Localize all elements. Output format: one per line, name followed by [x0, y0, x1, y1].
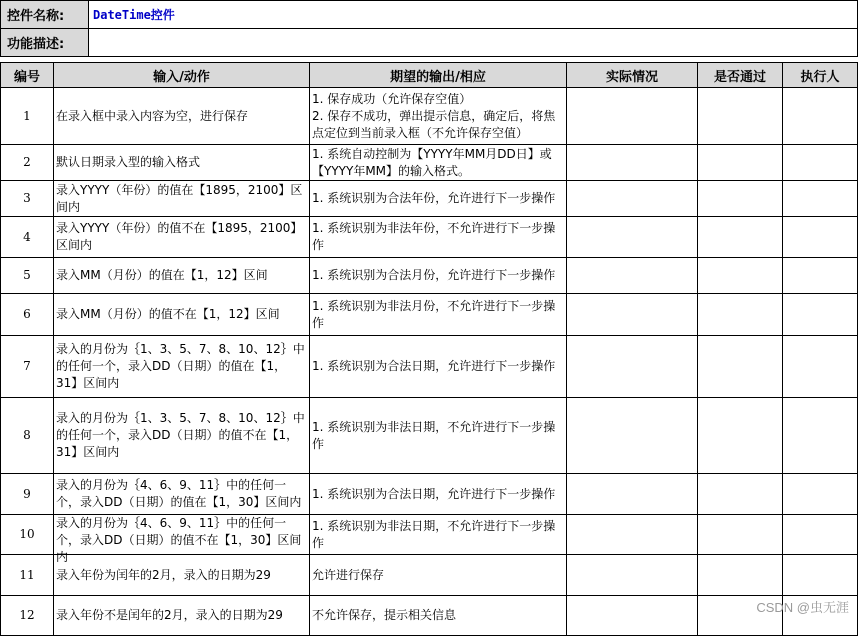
input-action-cell[interactable]: 录入的月份为｛1、3、5、7、8、10、12｝中的任何一个，录入DD（日期）的值不在【1，31】区间内	[54, 398, 310, 474]
function-desc-label: 功能描述:	[1, 29, 89, 57]
actual-cell[interactable]	[567, 181, 698, 217]
expected-output-cell[interactable]: 1. 系统自动控制为【YYYY年MM月DD日】或【YYYY年MM】的输入格式。	[310, 145, 567, 181]
watermark-text: CSDN @虫无涯	[756, 600, 849, 615]
input-action-cell[interactable]: 录入YYYY（年份）的值在【1895，2100】区间内	[54, 181, 310, 217]
input-action-cell[interactable]: 录入MM（月份）的值不在【1，12】区间	[54, 294, 310, 336]
executor-cell[interactable]	[783, 515, 858, 555]
table-row	[1, 515, 858, 555]
table-row	[1, 294, 858, 336]
executor-cell[interactable]	[783, 181, 858, 217]
passed-cell[interactable]	[698, 181, 783, 217]
table-row	[1, 88, 858, 145]
expected-output-cell[interactable]: 1. 系统识别为非法月份，不允许进行下一步操作	[310, 294, 567, 336]
row-number: 4	[1, 217, 54, 258]
column-header-expected: 期望的输出/相应	[310, 63, 567, 88]
passed-cell[interactable]	[698, 145, 783, 181]
input-action-cell[interactable]: 录入MM（月份）的值在【1，12】区间	[54, 258, 310, 294]
row-number: 2	[1, 145, 54, 181]
executor-cell[interactable]	[783, 217, 858, 258]
executor-cell[interactable]	[783, 88, 858, 145]
actual-cell[interactable]	[567, 294, 698, 336]
row-number: 11	[1, 555, 54, 596]
actual-cell[interactable]	[567, 145, 698, 181]
actual-cell[interactable]	[567, 217, 698, 258]
input-action-text: 录入的月份为｛4、6、9、11｝中的任何一个，录入DD（日期）的值在【1，30】区间内	[56, 478, 302, 509]
table-row	[1, 474, 858, 515]
input-action-text: 录入的月份为｛4、6、9、11｝中的任何一个，录入DD（日期）的值不在【1，30】区间内	[56, 516, 302, 564]
input-action-cell[interactable]: 录入年份不是闰年的2月，录入的日期为29	[54, 596, 310, 636]
actual-cell[interactable]	[567, 555, 698, 596]
passed-cell[interactable]	[698, 474, 783, 515]
control-name-value[interactable]: DateTime控件	[89, 1, 858, 29]
passed-cell[interactable]	[698, 217, 783, 258]
expected-output-cell[interactable]: 允许进行保存	[310, 555, 567, 596]
column-header-passed: 是否通过	[698, 63, 783, 88]
executor-cell[interactable]	[783, 398, 858, 474]
row-number: 7	[1, 336, 54, 398]
function-desc-row	[1, 29, 858, 57]
passed-cell[interactable]	[698, 258, 783, 294]
table-row	[1, 398, 858, 474]
passed-cell[interactable]	[698, 555, 783, 596]
input-action-cell[interactable]: 录入的月份为｛1、3、5、7、8、10、12｝中的任何一个，录入DD（日期）的值在【1，31】区间内	[54, 336, 310, 398]
table-row	[1, 181, 858, 217]
expected-output-cell[interactable]	[310, 88, 567, 145]
executor-cell[interactable]	[783, 294, 858, 336]
control-meta-table	[0, 0, 858, 57]
actual-cell[interactable]	[567, 474, 698, 515]
row-number: 12	[1, 596, 54, 636]
column-header-actual: 实际情况	[567, 63, 698, 88]
actual-cell[interactable]	[567, 596, 698, 636]
expected-output-cell[interactable]: 1. 系统识别为合法日期，允许进行下一步操作	[310, 474, 567, 515]
executor-cell[interactable]	[783, 474, 858, 515]
input-action-cell[interactable]: 录入年份为闰年的2月，录入的日期为29	[54, 555, 310, 596]
control-name-row	[1, 1, 858, 29]
table-row	[1, 217, 858, 258]
passed-cell[interactable]	[698, 398, 783, 474]
row-number: 3	[1, 181, 54, 217]
executor-cell[interactable]	[783, 258, 858, 294]
actual-cell[interactable]	[567, 515, 698, 555]
expected-output-cell[interactable]: 1. 系统识别为非法年份，不允许进行下一步操作	[310, 217, 567, 258]
expected-output-cell[interactable]: 1. 系统识别为非法日期，不允许进行下一步操作	[310, 515, 567, 555]
executor-cell[interactable]	[783, 555, 858, 596]
row-number: 8	[1, 398, 54, 474]
table-row	[1, 596, 858, 636]
expected-output-cell[interactable]: 不允许保存，提示相关信息	[310, 596, 567, 636]
input-action-cell[interactable]	[54, 474, 310, 515]
table-body	[1, 88, 858, 636]
table-row	[1, 145, 858, 181]
row-number: 9	[1, 474, 54, 515]
executor-cell[interactable]	[783, 336, 858, 398]
actual-cell[interactable]	[567, 88, 698, 145]
passed-cell[interactable]	[698, 88, 783, 145]
actual-cell[interactable]	[567, 398, 698, 474]
column-header-executor: 执行人	[783, 63, 858, 88]
input-action-cell[interactable]: 录入YYYY（年份）的值不在【1895，2100】区间内	[54, 217, 310, 258]
table-row	[1, 336, 858, 398]
passed-cell[interactable]	[698, 336, 783, 398]
expected-output-cell[interactable]: 1. 系统识别为合法日期，允许进行下一步操作	[310, 336, 567, 398]
row-number: 5	[1, 258, 54, 294]
actual-cell[interactable]	[567, 258, 698, 294]
row-number: 1	[1, 88, 54, 145]
row-number: 6	[1, 294, 54, 336]
column-header-number: 编号	[1, 63, 54, 88]
expected-output-cell[interactable]: 1. 系统识别为非法日期，不允许进行下一步操作	[310, 398, 567, 474]
table-row	[1, 555, 858, 596]
input-action-cell[interactable]	[54, 515, 310, 564]
input-action-cell[interactable]: 默认日期录入型的输入格式	[54, 145, 310, 181]
test-case-table	[0, 62, 858, 636]
expected-output-cell[interactable]: 1. 系统识别为合法月份，允许进行下一步操作	[310, 258, 567, 294]
executor-cell[interactable]	[783, 145, 858, 181]
column-header-input: 输入/动作	[54, 63, 310, 88]
actual-cell[interactable]	[567, 336, 698, 398]
row-number: 10	[1, 515, 54, 555]
expected-output-text: 1. 保存成功（允许保存空值） 2. 保存不成功，弹出提示信息，确定后，将焦点定位到当前录入框（不允许保存空值）	[312, 91, 556, 140]
control-name-label: 控件名称:	[1, 1, 89, 29]
passed-cell[interactable]	[698, 294, 783, 336]
table-header-row	[1, 63, 858, 88]
expected-output-cell[interactable]: 1. 系统识别为合法年份，允许进行下一步操作	[310, 181, 567, 217]
passed-cell[interactable]	[698, 515, 783, 555]
function-desc-value[interactable]	[89, 29, 858, 57]
table-row	[1, 258, 858, 294]
input-action-cell[interactable]: 在录入框中录入内容为空，进行保存	[54, 88, 310, 145]
